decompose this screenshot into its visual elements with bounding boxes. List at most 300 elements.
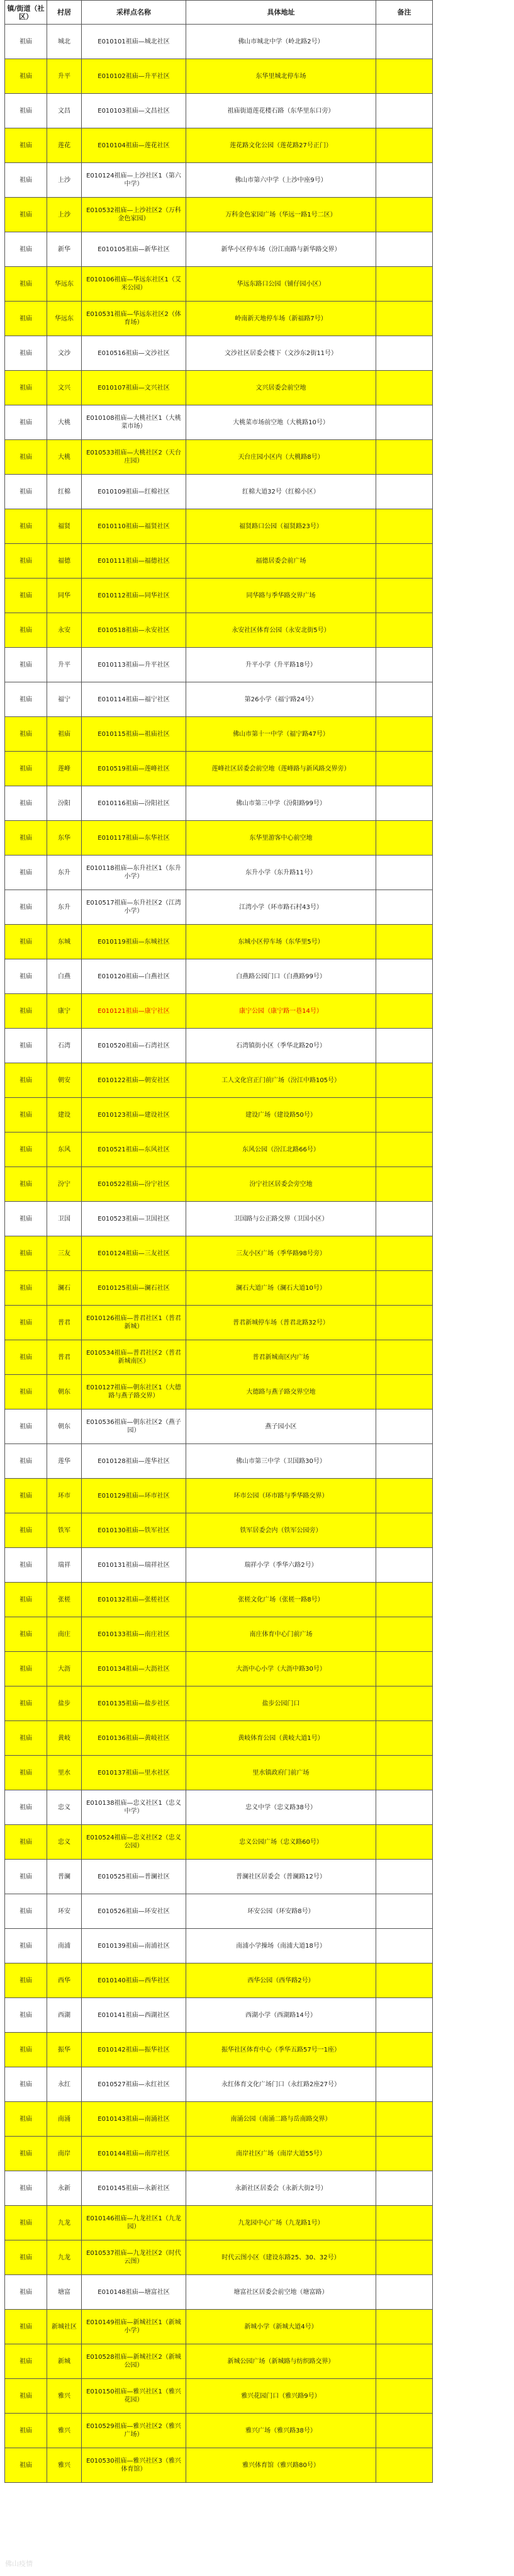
remark-cell xyxy=(376,1133,433,1167)
village-cell: 瑞祥 xyxy=(47,1548,82,1583)
table-row xyxy=(5,1548,433,1583)
remark-cell xyxy=(376,1721,433,1756)
town-cell: 祖庙 xyxy=(5,1444,47,1479)
table-row xyxy=(5,1894,433,1929)
remark-cell xyxy=(376,475,433,509)
sampling-point-cell: E010534祖庙—普君社区2（普君新城南区） xyxy=(82,1340,186,1375)
sampling-point-cell: E010122祖庙—朝安社区 xyxy=(82,1063,186,1098)
address-cell: 东城小区停车场（东华里5号） xyxy=(186,925,376,959)
town-cell: 祖庙 xyxy=(5,475,47,509)
village-cell: 九龙 xyxy=(47,2240,82,2275)
table-row xyxy=(5,2102,433,2137)
village-cell: 东风 xyxy=(47,1133,82,1167)
village-cell: 普澜 xyxy=(47,1860,82,1894)
town-cell: 祖庙 xyxy=(5,1548,47,1583)
sampling-point-cell: E010516祖庙—文沙社区 xyxy=(82,336,186,371)
sampling-point-cell: E010530祖庙—雅兴社区3（雅兴体育馆） xyxy=(82,2448,186,2483)
village-cell: 福宁 xyxy=(47,682,82,717)
town-cell: 祖庙 xyxy=(5,1063,47,1098)
sampling-point-cell: E010143祖庙—南涌社区 xyxy=(82,2102,186,2137)
address-cell: 铁军居委会内（铁军公园旁） xyxy=(186,1513,376,1548)
town-cell: 祖庙 xyxy=(5,59,47,94)
table-row xyxy=(5,925,433,959)
remark-cell xyxy=(376,440,433,475)
village-cell: 永红 xyxy=(47,2067,82,2102)
column-header: 镇/街道（社区） xyxy=(5,1,47,25)
remark-cell xyxy=(376,717,433,752)
village-cell: 朝东 xyxy=(47,1375,82,1409)
table-row xyxy=(5,232,433,267)
sampling-point-cell: E010104祖庙—莲花社区 xyxy=(82,128,186,163)
address-cell: 盐步公园门口 xyxy=(186,1686,376,1721)
table-row xyxy=(5,752,433,786)
town-cell: 祖庙 xyxy=(5,94,47,128)
sampling-point-cell: E010150祖庙—雅兴社区1（雅兴花园） xyxy=(82,2379,186,2414)
remark-cell xyxy=(376,2379,433,2414)
remark-cell xyxy=(376,786,433,821)
town-cell: 祖庙 xyxy=(5,163,47,198)
sampling-point-cell: E010125祖庙—澜石社区 xyxy=(82,1271,186,1306)
sampling-point-cell: E010133祖庙—南庄社区 xyxy=(82,1617,186,1652)
table-row xyxy=(5,2137,433,2171)
sampling-point-cell: E010132祖庙—张槎社区 xyxy=(82,1583,186,1617)
table-row xyxy=(5,2171,433,2206)
remark-cell xyxy=(376,1998,433,2033)
village-cell: 南庄 xyxy=(47,1617,82,1652)
table-row xyxy=(5,856,433,890)
village-cell: 盐步 xyxy=(47,1686,82,1721)
sampling-point-cell: E010136祖庙—黄岐社区 xyxy=(82,1721,186,1756)
remark-cell xyxy=(376,509,433,544)
remark-cell xyxy=(376,163,433,198)
village-cell: 福德 xyxy=(47,544,82,579)
town-cell: 祖庙 xyxy=(5,128,47,163)
town-cell: 祖庙 xyxy=(5,267,47,302)
address-cell: 新华小区停车场（汾江南路与新华路交界） xyxy=(186,232,376,267)
address-cell: 振华社区体育中心（季华五路57号一1座） xyxy=(186,2033,376,2067)
village-cell: 建设 xyxy=(47,1098,82,1133)
address-cell: 永红体育文化广场门口（永红路2座27号） xyxy=(186,2067,376,2102)
town-cell: 祖庙 xyxy=(5,1860,47,1894)
table-row xyxy=(5,2379,433,2414)
sampling-point-cell: E010103祖庙—文昌社区 xyxy=(82,94,186,128)
sampling-point-cell: E010536祖庙—朝东社区2（燕子园） xyxy=(82,1409,186,1444)
town-cell: 祖庙 xyxy=(5,1167,47,1202)
remark-cell xyxy=(376,94,433,128)
town-cell: 祖庙 xyxy=(5,1686,47,1721)
address-cell: 南岸社区广场（南岸大道55号） xyxy=(186,2137,376,2171)
remark-cell xyxy=(376,1860,433,1894)
town-cell: 祖庙 xyxy=(5,1133,47,1167)
village-cell: 白燕 xyxy=(47,959,82,994)
column-header: 村居 xyxy=(47,1,82,25)
remark-cell xyxy=(376,1513,433,1548)
town-cell: 祖庙 xyxy=(5,1513,47,1548)
address-cell: 莲峰社区居委会前空地（莲峰路与新风路交界旁） xyxy=(186,752,376,786)
table-row xyxy=(5,1409,433,1444)
town-cell: 祖庙 xyxy=(5,1236,47,1271)
town-cell: 祖庙 xyxy=(5,198,47,232)
town-cell: 祖庙 xyxy=(5,25,47,59)
address-cell: 汾宁社区居委会旁空地 xyxy=(186,1167,376,1202)
sampling-point-cell: E010523祖庙—卫国社区 xyxy=(82,1202,186,1236)
table-row xyxy=(5,302,433,336)
town-cell: 祖庙 xyxy=(5,1721,47,1756)
remark-cell xyxy=(376,1340,433,1375)
village-cell: 三友 xyxy=(47,1236,82,1271)
address-cell: 红棉大道32号（红棉小区） xyxy=(186,475,376,509)
address-cell: 永安社区体育公园（永安北街5号） xyxy=(186,613,376,648)
village-cell: 雅兴 xyxy=(47,2448,82,2483)
address-cell: 南浦小学操场（南浦大道18号） xyxy=(186,1929,376,1963)
village-cell: 新城社区 xyxy=(47,2310,82,2344)
village-cell: 升平 xyxy=(47,648,82,682)
address-cell: 南涌公园（南涌二路与岳南路交界） xyxy=(186,2102,376,2137)
village-cell: 卫国 xyxy=(47,1202,82,1236)
sampling-point-cell: E010517祖庙—东升社区2（江湾小学） xyxy=(82,890,186,925)
address-cell: 石湾镇街小区（季华北路20号） xyxy=(186,1029,376,1063)
remark-cell xyxy=(376,198,433,232)
sampling-point-cell: E010145祖庙—永新社区 xyxy=(82,2171,186,2206)
village-cell: 九龙 xyxy=(47,2206,82,2240)
table-row xyxy=(5,2275,433,2310)
table-row xyxy=(5,1860,433,1894)
table-row xyxy=(5,786,433,821)
address-cell: 瑞祥小学（季华六路2号） xyxy=(186,1548,376,1583)
table-row xyxy=(5,1617,433,1652)
village-cell: 上沙 xyxy=(47,163,82,198)
town-cell: 祖庙 xyxy=(5,786,47,821)
village-cell: 南岸 xyxy=(47,2137,82,2171)
sampling-point-cell: E010117祖庙—东华社区 xyxy=(82,821,186,856)
table-header-row xyxy=(5,1,433,25)
table-row xyxy=(5,1271,433,1306)
remark-cell xyxy=(376,613,433,648)
remark-cell xyxy=(376,25,433,59)
sampling-point-cell: E010518祖庙—永安社区 xyxy=(82,613,186,648)
town-cell: 祖庙 xyxy=(5,371,47,405)
remark-cell xyxy=(376,1617,433,1652)
village-cell: 黄岐 xyxy=(47,1721,82,1756)
remark-cell xyxy=(376,59,433,94)
table-row xyxy=(5,1998,433,2033)
address-cell: 华远东路口公园（铺仔园小区） xyxy=(186,267,376,302)
town-cell: 祖庙 xyxy=(5,959,47,994)
village-cell: 澜石 xyxy=(47,1271,82,1306)
village-cell: 雅兴 xyxy=(47,2379,82,2414)
village-cell: 同华 xyxy=(47,579,82,613)
address-cell: 升平小学（升平路18号） xyxy=(186,648,376,682)
remark-cell xyxy=(376,959,433,994)
table-row xyxy=(5,405,433,440)
village-cell: 忠义 xyxy=(47,1825,82,1860)
address-cell: 时代云图小区（建设东路25、30、32号） xyxy=(186,2240,376,2275)
village-cell: 东升 xyxy=(47,856,82,890)
table-row xyxy=(5,1340,433,1375)
town-cell: 祖庙 xyxy=(5,1756,47,1790)
sampling-point-cell: E010519祖庙—莲峰社区 xyxy=(82,752,186,786)
address-cell: 佛山市第三中学（汾阳路99号） xyxy=(186,786,376,821)
sampling-point-cell: E010118祖庙—东升社区1（东升小学） xyxy=(82,856,186,890)
village-cell: 升平 xyxy=(47,59,82,94)
village-cell: 康宁 xyxy=(47,994,82,1029)
village-cell: 福贤 xyxy=(47,509,82,544)
sampling-point-cell: E010533祖庙—大桃社区2（天台庄园） xyxy=(82,440,186,475)
remark-cell xyxy=(376,2137,433,2171)
column-header: 具体地址 xyxy=(186,1,376,25)
sampling-point-cell: E010140祖庙—西华社区 xyxy=(82,1963,186,1998)
address-cell: 卫国路与公正路交界（卫国小区） xyxy=(186,1202,376,1236)
table-row xyxy=(5,267,433,302)
table-row xyxy=(5,1167,433,1202)
address-cell: 天台庄园小区内（大桃路8号） xyxy=(186,440,376,475)
sampling-point-cell: E010120祖庙—白燕社区 xyxy=(82,959,186,994)
remark-cell xyxy=(376,2067,433,2102)
sampling-point-cell: E010124祖庙—三友社区 xyxy=(82,1236,186,1271)
village-cell: 雅兴 xyxy=(47,2414,82,2448)
town-cell: 祖庙 xyxy=(5,1306,47,1340)
town-cell: 祖庙 xyxy=(5,2067,47,2102)
town-cell: 祖庙 xyxy=(5,2240,47,2275)
remark-cell xyxy=(376,1963,433,1998)
sampling-point-table xyxy=(4,0,433,2483)
remark-cell xyxy=(376,856,433,890)
address-cell: 佛山市第十一中学（福宁路47号） xyxy=(186,717,376,752)
table-row xyxy=(5,579,433,613)
remark-cell xyxy=(376,1098,433,1133)
remark-cell xyxy=(376,1202,433,1236)
village-cell: 莲峰 xyxy=(47,752,82,786)
table-row xyxy=(5,682,433,717)
table-row xyxy=(5,994,433,1029)
address-cell: 白燕路公园门口（白燕路99号） xyxy=(186,959,376,994)
town-cell: 祖庙 xyxy=(5,648,47,682)
town-cell: 祖庙 xyxy=(5,717,47,752)
village-cell: 忠义 xyxy=(47,1790,82,1825)
sampling-point-cell: E010529祖庙—雅兴社区2（雅兴广场） xyxy=(82,2414,186,2448)
table-row xyxy=(5,648,433,682)
town-cell: 祖庙 xyxy=(5,2033,47,2067)
address-cell: 东风公园（汾江北路66号） xyxy=(186,1133,376,1167)
table-row xyxy=(5,2067,433,2102)
remark-cell xyxy=(376,2344,433,2379)
sampling-point-cell: E010526祖庙—环安社区 xyxy=(82,1894,186,1929)
address-cell: 祖庙街道莲花楼石路（东华里东口旁） xyxy=(186,94,376,128)
address-cell: 福贤路口公园（福贤路23号） xyxy=(186,509,376,544)
remark-cell xyxy=(376,2414,433,2448)
town-cell: 祖庙 xyxy=(5,1929,47,1963)
town-cell: 祖庙 xyxy=(5,1479,47,1513)
table-row xyxy=(5,336,433,371)
village-cell: 祖庙 xyxy=(47,717,82,752)
village-cell: 大桃 xyxy=(47,440,82,475)
village-cell: 西华 xyxy=(47,1963,82,1998)
table-row xyxy=(5,1929,433,1963)
sampling-point-cell: E010149祖庙—新城社区1（新城小学） xyxy=(82,2310,186,2344)
remark-cell xyxy=(376,1756,433,1790)
village-cell: 文昌 xyxy=(47,94,82,128)
address-cell: 同华路与季华路交界广场 xyxy=(186,579,376,613)
town-cell: 祖庙 xyxy=(5,2275,47,2310)
table-row xyxy=(5,613,433,648)
town-cell: 祖庙 xyxy=(5,1340,47,1375)
address-cell: 黄岐体育公园（黄岐大道1号） xyxy=(186,1721,376,1756)
sampling-point-cell: E010123祖庙—建设社区 xyxy=(82,1098,186,1133)
sampling-point-cell: E010119祖庙—东城社区 xyxy=(82,925,186,959)
remark-cell xyxy=(376,405,433,440)
town-cell: 祖庙 xyxy=(5,1894,47,1929)
address-cell: 澜石大道广场（澜石大道10号） xyxy=(186,1271,376,1306)
village-cell: 里水 xyxy=(47,1756,82,1790)
town-cell: 祖庙 xyxy=(5,2414,47,2448)
sampling-point-cell: E010146祖庙—九龙社区1（九龙园） xyxy=(82,2206,186,2240)
address-cell: 张槎文化广场（张槎一路8号） xyxy=(186,1583,376,1617)
village-cell: 东华 xyxy=(47,821,82,856)
village-cell: 振华 xyxy=(47,2033,82,2067)
table-row xyxy=(5,1756,433,1790)
remark-cell xyxy=(376,1271,433,1306)
town-cell: 祖庙 xyxy=(5,2171,47,2206)
town-cell: 祖庙 xyxy=(5,336,47,371)
village-cell: 汾宁 xyxy=(47,1167,82,1202)
remark-cell xyxy=(376,128,433,163)
remark-cell xyxy=(376,1548,433,1583)
address-cell: 西华公园（西华路2号） xyxy=(186,1963,376,1998)
table-row xyxy=(5,959,433,994)
address-cell: 雅兴广场（雅兴路38号） xyxy=(186,2414,376,2448)
village-cell: 朝安 xyxy=(47,1063,82,1098)
town-cell: 祖庙 xyxy=(5,1202,47,1236)
town-cell: 祖庙 xyxy=(5,994,47,1029)
address-cell: 莲花路文化公园（莲花路27号正门） xyxy=(186,128,376,163)
town-cell: 祖庙 xyxy=(5,2102,47,2137)
address-cell: 福德居委会前广场 xyxy=(186,544,376,579)
sampling-point-cell: E010135祖庙—盐步社区 xyxy=(82,1686,186,1721)
town-cell: 祖庙 xyxy=(5,613,47,648)
table-row xyxy=(5,1790,433,1825)
address-cell: 工人文化宫正门前广场（汾江中路105号） xyxy=(186,1063,376,1098)
village-cell: 城北 xyxy=(47,25,82,59)
sampling-point-cell: E010101祖庙—城北社区 xyxy=(82,25,186,59)
address-cell: 普君新城南区内广场 xyxy=(186,1340,376,1375)
address-cell: 普澜社区居委会（普澜路12号） xyxy=(186,1860,376,1894)
remark-cell xyxy=(376,1479,433,1513)
address-cell: 环安公园（环安路8号） xyxy=(186,1894,376,1929)
remark-cell xyxy=(376,2206,433,2240)
remark-cell xyxy=(376,1652,433,1686)
remark-cell xyxy=(376,1929,433,1963)
sampling-point-cell: E010520祖庙—石湾社区 xyxy=(82,1029,186,1063)
address-cell: 雅兴花园门口（雅兴路9号） xyxy=(186,2379,376,2414)
town-cell: 祖庙 xyxy=(5,1583,47,1617)
sampling-point-cell: E010121祖庙—康宁社区 xyxy=(82,994,186,1029)
remark-cell xyxy=(376,682,433,717)
address-cell: 雅兴体育馆（雅兴路80号） xyxy=(186,2448,376,2483)
remark-cell xyxy=(376,1063,433,1098)
address-cell: 东升小学（东升路11号） xyxy=(186,856,376,890)
address-cell: 文兴居委会前空地 xyxy=(186,371,376,405)
address-cell: 文沙社区居委会楼下（文沙东2街11号） xyxy=(186,336,376,371)
table-row xyxy=(5,2414,433,2448)
remark-cell xyxy=(376,1444,433,1479)
table-row xyxy=(5,2310,433,2344)
table-row xyxy=(5,1236,433,1271)
town-cell: 祖庙 xyxy=(5,856,47,890)
sampling-point-cell: E010139祖庙—南浦社区 xyxy=(82,1929,186,1963)
sampling-point-cell: E010525祖庙—普澜社区 xyxy=(82,1860,186,1894)
sampling-point-cell: E010522祖庙—汾宁社区 xyxy=(82,1167,186,1202)
sampling-point-cell: E010126祖庙—普君社区1（普君新城） xyxy=(82,1306,186,1340)
town-cell: 祖庙 xyxy=(5,1409,47,1444)
address-cell: 塘富社区居委会前空地（塘富路） xyxy=(186,2275,376,2310)
column-header: 采样点名称 xyxy=(82,1,186,25)
table-row xyxy=(5,25,433,59)
sampling-point-cell: E010131祖庙—瑞祥社区 xyxy=(82,1548,186,1583)
village-cell: 上沙 xyxy=(47,198,82,232)
sampling-point-cell: E010137祖庙—里水社区 xyxy=(82,1756,186,1790)
sampling-point-cell: E010532祖庙—上沙社区2（万科金色家园） xyxy=(82,198,186,232)
table-row xyxy=(5,1444,433,1479)
remark-cell xyxy=(376,2448,433,2483)
village-cell: 新华 xyxy=(47,232,82,267)
table-row xyxy=(5,2033,433,2067)
column-header: 备注 xyxy=(376,1,433,25)
remark-cell xyxy=(376,2033,433,2067)
address-cell: 佛山市第三中学（卫国路30号） xyxy=(186,1444,376,1479)
sampling-point-cell: E010114祖庙—福宁社区 xyxy=(82,682,186,717)
table-row xyxy=(5,509,433,544)
village-cell: 大沥 xyxy=(47,1652,82,1686)
sampling-point-cell: E010109祖庙—红棉社区 xyxy=(82,475,186,509)
remark-cell xyxy=(376,752,433,786)
address-cell: 南庄体育中心门前广场 xyxy=(186,1617,376,1652)
table-row xyxy=(5,440,433,475)
address-cell: 忠义中学（忠义路38号） xyxy=(186,1790,376,1825)
town-cell: 祖庙 xyxy=(5,232,47,267)
remark-cell xyxy=(376,925,433,959)
town-cell: 祖庙 xyxy=(5,2137,47,2171)
village-cell: 环市 xyxy=(47,1479,82,1513)
town-cell: 祖庙 xyxy=(5,821,47,856)
remark-cell xyxy=(376,1894,433,1929)
remark-cell xyxy=(376,648,433,682)
remark-cell xyxy=(376,2275,433,2310)
village-cell: 西湖 xyxy=(47,1998,82,2033)
remark-cell xyxy=(376,1167,433,1202)
sampling-point-cell: E010108祖庙—大桃社区1（大桃菜市场） xyxy=(82,405,186,440)
town-cell: 祖庙 xyxy=(5,682,47,717)
table-row xyxy=(5,1063,433,1098)
address-cell: 大桃菜市场前空地（大桃路10号） xyxy=(186,405,376,440)
address-cell: 九龙园中心广场（九龙路1号） xyxy=(186,2206,376,2240)
address-cell: 三友小区广场（季华路98号旁） xyxy=(186,1236,376,1271)
remark-cell xyxy=(376,1375,433,1409)
village-cell: 普君 xyxy=(47,1340,82,1375)
remark-cell xyxy=(376,232,433,267)
sampling-point-cell: E010528祖庙—新城社区2（新城公园） xyxy=(82,2344,186,2379)
address-cell: 新城小学（新城大道4号） xyxy=(186,2310,376,2344)
remark-cell xyxy=(376,2171,433,2206)
remark-cell xyxy=(376,1583,433,1617)
address-cell: 第26小学（福宁路24号） xyxy=(186,682,376,717)
sampling-point-cell: E010105祖庙—新华社区 xyxy=(82,232,186,267)
address-cell: 新城公园广场（新城路与纺织路交界） xyxy=(186,2344,376,2379)
address-cell: 普君新城停车场（普君北路32号） xyxy=(186,1306,376,1340)
remark-cell xyxy=(376,579,433,613)
town-cell: 祖庙 xyxy=(5,2379,47,2414)
table-row xyxy=(5,1583,433,1617)
table-row xyxy=(5,2206,433,2240)
